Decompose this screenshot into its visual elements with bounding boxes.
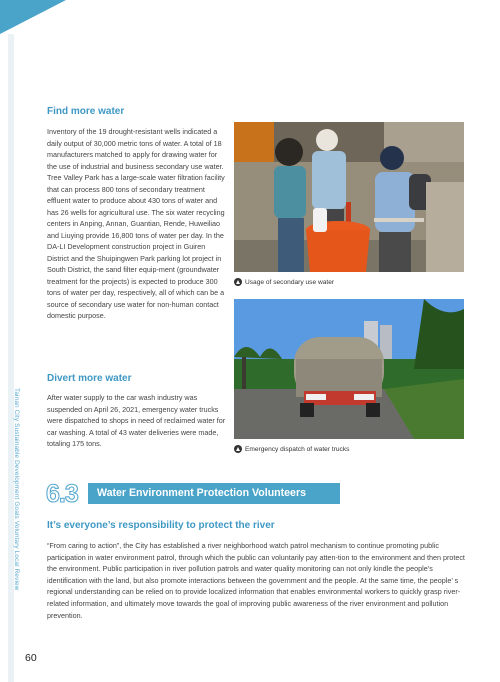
running-title: Tainan City Sustainable Development Goals Voluntary Local Review bbox=[13, 388, 20, 591]
caption-2-text: Emergency dispatch of water trucks bbox=[245, 445, 350, 453]
photo-caption-1 bbox=[234, 278, 334, 286]
divert-more-water-heading: Divert more water bbox=[47, 373, 132, 384]
responsibility-body: “From caring to action”, the City has established a river neighborhood watch patrol mechanism to continue promoting public participation in water environment patrol, through which the public can voluntarily pay atten-tion to the environment and then protect the environment. Public participation in river pollution patrols and water quality monitoring can not only kindle the people’s identification with the land, but also promote interactions between the government and the people. At the same time, the people’ s regional understanding can be relied on to provide localized information that enables environmental workers to quickly grasp river-related information, and ultimately move towards the goal of improving public awareness of the river environment and pollution prevention. bbox=[47, 541, 465, 620]
triangle-photo-icon bbox=[234, 278, 242, 286]
water-truck-photo bbox=[234, 299, 464, 439]
section-title-bar: Water Environment Protection Volunteers bbox=[88, 483, 340, 504]
secondary-water-photo bbox=[234, 122, 464, 272]
find-more-water-heading: Find more water bbox=[47, 106, 125, 117]
divert-more-water-body: After water supply to the car wash industry was suspended on April 26, 2021, emergency water trucks were dispatched to shops in need of reclaimed water for car washing. A total of 43 water deliveries were made, totaling 175 tons. bbox=[47, 393, 226, 448]
triangle-photo-icon bbox=[234, 445, 242, 453]
page-number: 60 bbox=[25, 652, 37, 664]
caption-1-text: Usage of secondary use water bbox=[245, 278, 335, 286]
find-more-water-body: Inventory of the 19 drought-resistant wells indicated a daily output of 30,000 metric tons of water. A total of 18 manufacturers matched to apply for drawing water for the use of industrial and business secondary use water. Tree Valley Park has a large-scale water filtration facility that can process 800 tons of secondary treatment effluent water to produce about 430 tons of water and has 26 wells for agricultural use. The six water recycling centers in Anping, Annan, Guantian, Rende, Huweiliao and Liuying provide 16,800 tons of water per day. In the DA-LI Development construction project in Guiren District and the Shuipingwen Park parking lot project in South District, the sand filter equip-ment (groundwater treatment for the projects) is expected to produce 300 tons of water per day, respectively, all of which can be a source of secondary use water for non-human contact domestic purpose. bbox=[47, 127, 225, 320]
photo-caption-2 bbox=[234, 445, 349, 453]
corner-decoration bbox=[0, 0, 66, 34]
responsibility-heading: It’s everyone’s responsibility to protect the river bbox=[47, 520, 275, 531]
section-number: 6.3 bbox=[46, 480, 78, 508]
